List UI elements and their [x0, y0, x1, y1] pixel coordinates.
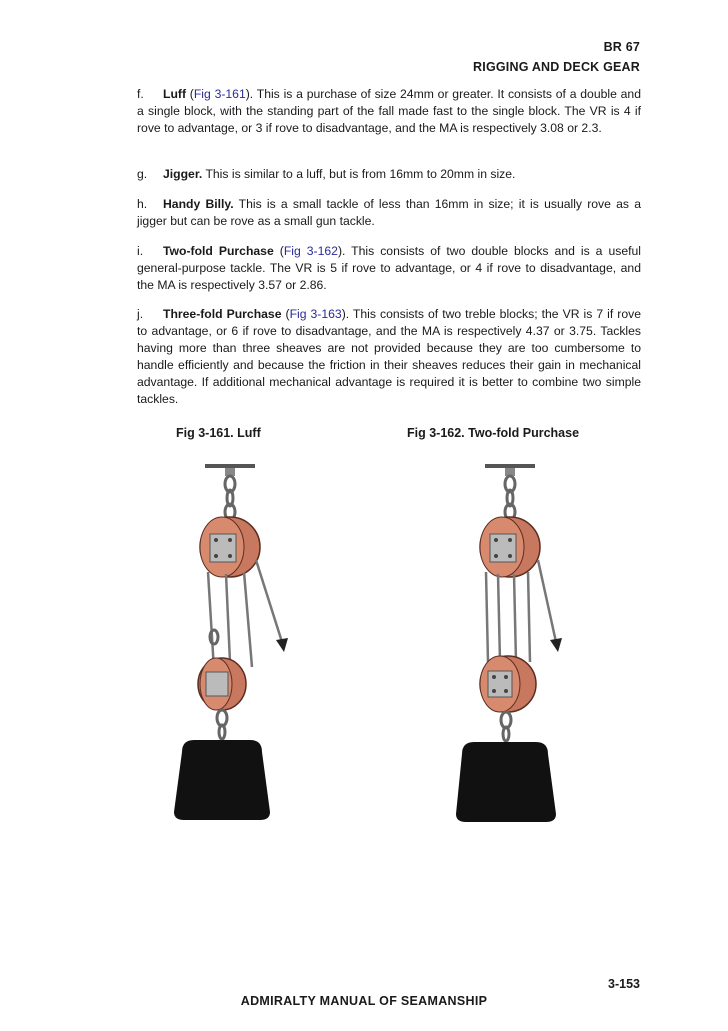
- paragraph-h: [137, 196, 641, 230]
- figure-reference-link[interactable]: Fig 3-162: [283, 244, 338, 258]
- lower-chain: [501, 712, 511, 741]
- paragraph-g: [137, 166, 641, 183]
- figure-caption-luff: Fig 3-161. Luff: [176, 426, 261, 440]
- paragraph-body: ). This is a purchase of size 24mm or greater. It consists of a double and a single block, with the standing part of the fall made fast to the single block. The VR is 4 if rove to advantage, or 3 if rove to disadvantage, and the MA is respectively 3.08 or 2.3.: [137, 87, 641, 135]
- arrow-icon: [550, 638, 562, 652]
- lower-single-block: [198, 658, 246, 710]
- paragraph-term: Three-fold Purchase: [163, 307, 282, 321]
- paragraph-marker: j.: [137, 307, 144, 321]
- paragraph-marker: h.: [137, 197, 148, 211]
- paragraph-marker: f.: [137, 87, 144, 101]
- paragraph-term: Handy Billy.: [163, 197, 234, 211]
- upper-chain: [505, 476, 515, 520]
- page-number: 3-153: [608, 977, 640, 991]
- paragraph-body: This is a small tackle of less than 16mm in size; it is usually rove as a jigger but can be rove as a small gun tackle.: [137, 197, 641, 228]
- footer-title-text: ADMIRALTY MANUAL OF SEAMANSHIP: [240, 994, 488, 1008]
- paragraph-term: Luff: [163, 87, 187, 101]
- upper-double-block: [480, 517, 540, 577]
- figure-caption-two-fold-purchase: Fig 3-162. Two-fold Purchase: [407, 426, 580, 440]
- paren-open: (: [273, 244, 284, 258]
- lower-double-block: [480, 656, 536, 712]
- paragraph-marker: g.: [137, 167, 148, 181]
- upper-double-block: [200, 517, 260, 577]
- ceiling-plate: [485, 464, 535, 468]
- paragraph-marker: i.: [137, 244, 144, 258]
- paragraph-body: ). This consists of two treble blocks; the VR is 7 if rove to advantage, or 6 if rove to disadvantage, and the MA is respectively 4.37 or 3.75. Tackles having more than three sheaves are not provided because they are too cumbersome to handle efficiently and because the friction in their sheaves reduces their gain in mechanical advantage. If additional mechanical advantage is required it is better to combine two simple tackles.: [137, 307, 641, 406]
- figure-reference-link[interactable]: Fig 3-163: [289, 307, 342, 321]
- weight-icon: [174, 740, 270, 820]
- upper-chain: [225, 476, 235, 520]
- footer-title: [0, 994, 728, 1008]
- paragraph-body: This is similar to a luff, but is from 16mm to 20mm in size.: [202, 167, 516, 181]
- paragraph-term: Two-fold Purchase: [163, 244, 274, 258]
- luff-tackle-illustration: [160, 462, 300, 832]
- lower-chain: [217, 710, 227, 739]
- weight-icon: [456, 742, 556, 822]
- two-fold-purchase-illustration: [440, 462, 580, 832]
- paragraph-f: [137, 86, 641, 137]
- paragraph-term: Jigger.: [163, 167, 203, 181]
- lower-chain-shackle: [210, 630, 218, 644]
- ceiling-plate: [205, 464, 255, 468]
- paren-open: (: [281, 307, 290, 321]
- paragraph-j: [137, 306, 641, 408]
- paragraph-body: ). This consists of two double blocks and is a useful general-purpose tackle. The VR is 5 if rove to advantage, or 4 if rove to disadvantage, and the MA is respectively 3.57 or 2.86.: [137, 244, 641, 292]
- paragraph-i: [137, 243, 641, 294]
- doc-code: BR 67: [603, 40, 640, 54]
- chapter-title: RIGGING AND DECK GEAR: [473, 60, 640, 74]
- arrow-icon: [276, 638, 288, 652]
- figure-reference-link[interactable]: Fig 3-161: [193, 87, 246, 101]
- paren-open: (: [186, 87, 194, 101]
